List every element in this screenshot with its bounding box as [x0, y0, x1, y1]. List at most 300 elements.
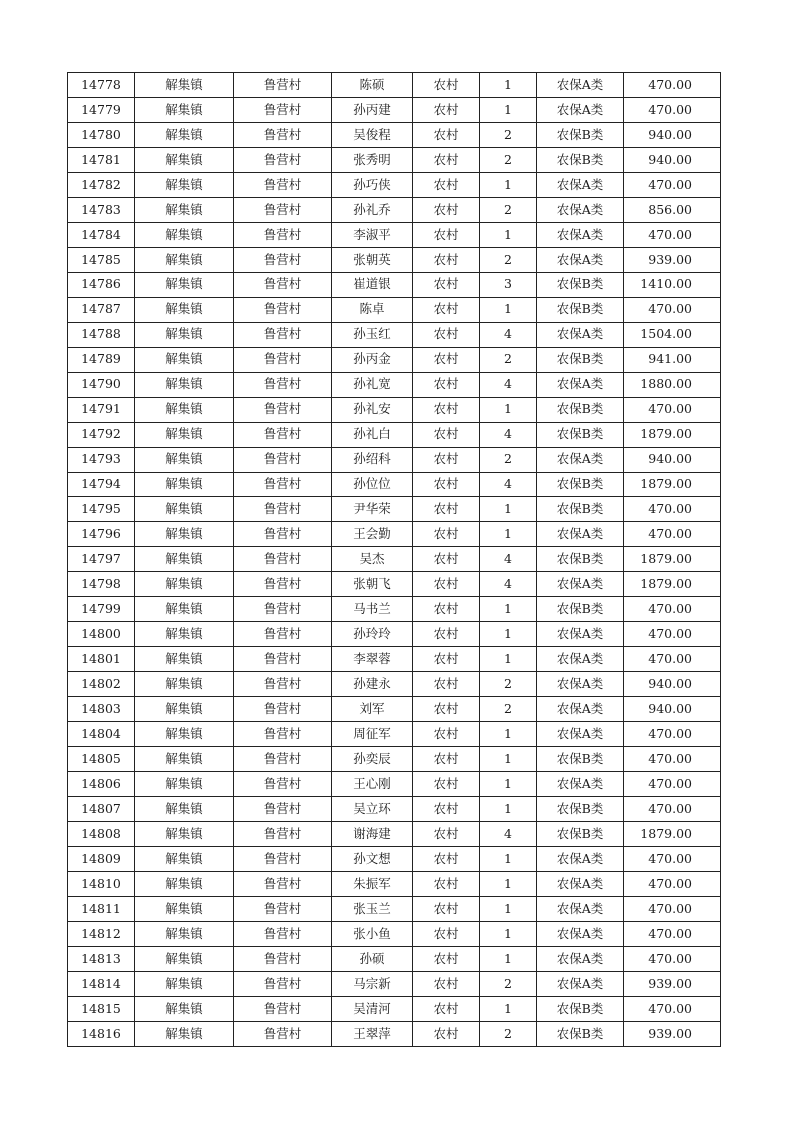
household-count-cell: 4	[480, 822, 537, 847]
town-cell: 解集镇	[135, 422, 234, 447]
village-cell: 鲁营村	[234, 697, 332, 722]
amount-cell: 470.00	[624, 921, 721, 946]
village-cell: 鲁营村	[234, 946, 332, 971]
town-cell: 解集镇	[135, 247, 234, 272]
serial-number-cell: 14794	[68, 472, 135, 497]
name-cell: 孙礼安	[332, 397, 413, 422]
household-count-cell: 1	[480, 921, 537, 946]
insurance-category-cell: 农保A类	[537, 772, 624, 797]
serial-number-cell: 14814	[68, 971, 135, 996]
village-cell: 鲁营村	[234, 472, 332, 497]
area-type-cell: 农村	[413, 797, 480, 822]
serial-number-cell: 14800	[68, 622, 135, 647]
insurance-category-cell: 农保A类	[537, 722, 624, 747]
village-cell: 鲁营村	[234, 197, 332, 222]
area-type-cell: 农村	[413, 272, 480, 297]
area-type-cell: 农村	[413, 372, 480, 397]
area-type-cell: 农村	[413, 322, 480, 347]
table-row	[68, 297, 721, 322]
amount-cell: 470.00	[624, 622, 721, 647]
village-cell: 鲁营村	[234, 872, 332, 897]
insurance-category-cell: 农保A类	[537, 921, 624, 946]
amount-cell: 470.00	[624, 772, 721, 797]
name-cell: 张朝飞	[332, 572, 413, 597]
household-count-cell: 4	[480, 372, 537, 397]
amount-cell: 940.00	[624, 147, 721, 172]
village-cell: 鲁营村	[234, 73, 332, 98]
household-count-cell: 1	[480, 622, 537, 647]
serial-number-cell: 14803	[68, 697, 135, 722]
table-row	[68, 397, 721, 422]
town-cell: 解集镇	[135, 222, 234, 247]
town-cell: 解集镇	[135, 372, 234, 397]
village-cell: 鲁营村	[234, 247, 332, 272]
area-type-cell: 农村	[413, 697, 480, 722]
table-row	[68, 497, 721, 522]
table-row	[68, 722, 721, 747]
serial-number-cell: 14790	[68, 372, 135, 397]
household-count-cell: 2	[480, 697, 537, 722]
insurance-category-cell: 农保B类	[537, 597, 624, 622]
serial-number-cell: 14801	[68, 647, 135, 672]
amount-cell: 470.00	[624, 896, 721, 921]
town-cell: 解集镇	[135, 996, 234, 1021]
table-row	[68, 347, 721, 372]
serial-number-cell: 14805	[68, 747, 135, 772]
table-row	[68, 547, 721, 572]
insurance-category-cell: 农保B类	[537, 497, 624, 522]
household-count-cell: 2	[480, 1021, 537, 1046]
insurance-category-cell: 农保B类	[537, 397, 624, 422]
name-cell: 孙丙建	[332, 97, 413, 122]
area-type-cell: 农村	[413, 672, 480, 697]
name-cell: 谢海建	[332, 822, 413, 847]
name-cell: 张小鱼	[332, 921, 413, 946]
name-cell: 马宗新	[332, 971, 413, 996]
insurance-category-cell: 农保B类	[537, 472, 624, 497]
amount-cell: 941.00	[624, 347, 721, 372]
town-cell: 解集镇	[135, 147, 234, 172]
amount-cell: 939.00	[624, 1021, 721, 1046]
amount-cell: 1879.00	[624, 472, 721, 497]
name-cell: 张秀明	[332, 147, 413, 172]
village-cell: 鲁营村	[234, 147, 332, 172]
name-cell: 王心刚	[332, 772, 413, 797]
town-cell: 解集镇	[135, 172, 234, 197]
town-cell: 解集镇	[135, 347, 234, 372]
insurance-category-cell: 农保A类	[537, 896, 624, 921]
household-count-cell: 2	[480, 347, 537, 372]
serial-number-cell: 14788	[68, 322, 135, 347]
name-cell: 李翠蓉	[332, 647, 413, 672]
amount-cell: 470.00	[624, 872, 721, 897]
insurance-category-cell: 农保B类	[537, 1021, 624, 1046]
area-type-cell: 农村	[413, 147, 480, 172]
area-type-cell: 农村	[413, 996, 480, 1021]
village-cell: 鲁营村	[234, 672, 332, 697]
area-type-cell: 农村	[413, 822, 480, 847]
insurance-category-cell: 农保B类	[537, 797, 624, 822]
serial-number-cell: 14798	[68, 572, 135, 597]
amount-cell: 940.00	[624, 697, 721, 722]
name-cell: 李淑平	[332, 222, 413, 247]
village-cell: 鲁营村	[234, 372, 332, 397]
serial-number-cell: 14787	[68, 297, 135, 322]
amount-cell: 470.00	[624, 73, 721, 98]
serial-number-cell: 14792	[68, 422, 135, 447]
village-cell: 鲁营村	[234, 622, 332, 647]
household-count-cell: 1	[480, 772, 537, 797]
village-cell: 鲁营村	[234, 347, 332, 372]
insurance-category-cell: 农保A类	[537, 222, 624, 247]
amount-cell: 470.00	[624, 497, 721, 522]
serial-number-cell: 14809	[68, 847, 135, 872]
serial-number-cell: 14811	[68, 896, 135, 921]
serial-number-cell: 14784	[68, 222, 135, 247]
amount-cell: 470.00	[624, 847, 721, 872]
serial-number-cell: 14795	[68, 497, 135, 522]
household-count-cell: 2	[480, 447, 537, 472]
town-cell: 解集镇	[135, 497, 234, 522]
household-count-cell: 3	[480, 272, 537, 297]
town-cell: 解集镇	[135, 872, 234, 897]
area-type-cell: 农村	[413, 946, 480, 971]
amount-cell: 470.00	[624, 222, 721, 247]
village-cell: 鲁营村	[234, 572, 332, 597]
insurance-category-cell: 农保B类	[537, 122, 624, 147]
household-count-cell: 2	[480, 197, 537, 222]
table-row	[68, 197, 721, 222]
name-cell: 孙礼白	[332, 422, 413, 447]
amount-cell: 470.00	[624, 597, 721, 622]
town-cell: 解集镇	[135, 747, 234, 772]
household-count-cell: 4	[480, 547, 537, 572]
village-cell: 鲁营村	[234, 222, 332, 247]
amount-cell: 1879.00	[624, 547, 721, 572]
area-type-cell: 农村	[413, 447, 480, 472]
table-row	[68, 797, 721, 822]
town-cell: 解集镇	[135, 797, 234, 822]
village-cell: 鲁营村	[234, 1021, 332, 1046]
town-cell: 解集镇	[135, 297, 234, 322]
table-row	[68, 622, 721, 647]
household-count-cell: 1	[480, 497, 537, 522]
insurance-category-cell: 农保B类	[537, 347, 624, 372]
name-cell: 刘军	[332, 697, 413, 722]
table-row	[68, 472, 721, 497]
name-cell: 孙玉红	[332, 322, 413, 347]
serial-number-cell: 14796	[68, 522, 135, 547]
village-cell: 鲁营村	[234, 422, 332, 447]
area-type-cell: 农村	[413, 1021, 480, 1046]
name-cell: 孙玲玲	[332, 622, 413, 647]
serial-number-cell: 14806	[68, 772, 135, 797]
household-count-cell: 1	[480, 222, 537, 247]
serial-number-cell: 14779	[68, 97, 135, 122]
area-type-cell: 农村	[413, 847, 480, 872]
insurance-category-cell: 农保A类	[537, 847, 624, 872]
amount-cell: 856.00	[624, 197, 721, 222]
village-cell: 鲁营村	[234, 297, 332, 322]
table-row	[68, 672, 721, 697]
serial-number-cell: 14781	[68, 147, 135, 172]
village-cell: 鲁营村	[234, 747, 332, 772]
serial-number-cell: 14789	[68, 347, 135, 372]
town-cell: 解集镇	[135, 697, 234, 722]
amount-cell: 940.00	[624, 672, 721, 697]
town-cell: 解集镇	[135, 946, 234, 971]
household-count-cell: 1	[480, 597, 537, 622]
name-cell: 孙位位	[332, 472, 413, 497]
table-row	[68, 847, 721, 872]
insurance-category-cell: 农保B类	[537, 822, 624, 847]
amount-cell: 1879.00	[624, 572, 721, 597]
name-cell: 吴杰	[332, 547, 413, 572]
insurance-category-cell: 农保A类	[537, 322, 624, 347]
household-count-cell: 2	[480, 971, 537, 996]
household-count-cell: 2	[480, 147, 537, 172]
town-cell: 解集镇	[135, 1021, 234, 1046]
household-count-cell: 1	[480, 297, 537, 322]
town-cell: 解集镇	[135, 522, 234, 547]
town-cell: 解集镇	[135, 547, 234, 572]
village-cell: 鲁营村	[234, 97, 332, 122]
amount-cell: 470.00	[624, 747, 721, 772]
amount-cell: 470.00	[624, 722, 721, 747]
insurance-category-cell: 农保A类	[537, 97, 624, 122]
name-cell: 陈卓	[332, 297, 413, 322]
name-cell: 孙建永	[332, 672, 413, 697]
name-cell: 张玉兰	[332, 896, 413, 921]
name-cell: 尹华荣	[332, 497, 413, 522]
name-cell: 崔道银	[332, 272, 413, 297]
town-cell: 解集镇	[135, 197, 234, 222]
serial-number-cell: 14813	[68, 946, 135, 971]
table-row	[68, 172, 721, 197]
area-type-cell: 农村	[413, 397, 480, 422]
table-row	[68, 822, 721, 847]
village-cell: 鲁营村	[234, 847, 332, 872]
amount-cell: 939.00	[624, 971, 721, 996]
name-cell: 吴立环	[332, 797, 413, 822]
serial-number-cell: 14785	[68, 247, 135, 272]
village-cell: 鲁营村	[234, 647, 332, 672]
area-type-cell: 农村	[413, 921, 480, 946]
area-type-cell: 农村	[413, 872, 480, 897]
household-count-cell: 1	[480, 797, 537, 822]
town-cell: 解集镇	[135, 971, 234, 996]
data-table	[67, 72, 721, 1047]
household-count-cell: 4	[480, 472, 537, 497]
area-type-cell: 农村	[413, 297, 480, 322]
table-row	[68, 122, 721, 147]
amount-cell: 470.00	[624, 797, 721, 822]
amount-cell: 470.00	[624, 297, 721, 322]
area-type-cell: 农村	[413, 422, 480, 447]
household-count-cell: 2	[480, 672, 537, 697]
serial-number-cell: 14815	[68, 996, 135, 1021]
serial-number-cell: 14780	[68, 122, 135, 147]
insurance-category-cell: 农保B类	[537, 272, 624, 297]
amount-cell: 1504.00	[624, 322, 721, 347]
area-type-cell: 农村	[413, 597, 480, 622]
area-type-cell: 农村	[413, 197, 480, 222]
insurance-category-cell: 农保A类	[537, 647, 624, 672]
amount-cell: 1410.00	[624, 272, 721, 297]
amount-cell: 470.00	[624, 522, 721, 547]
household-count-cell: 1	[480, 522, 537, 547]
area-type-cell: 农村	[413, 347, 480, 372]
insurance-category-cell: 农保A类	[537, 172, 624, 197]
table-row	[68, 946, 721, 971]
town-cell: 解集镇	[135, 322, 234, 347]
household-count-cell: 1	[480, 722, 537, 747]
name-cell: 朱振军	[332, 872, 413, 897]
amount-cell: 939.00	[624, 247, 721, 272]
household-count-cell: 1	[480, 647, 537, 672]
serial-number-cell: 14791	[68, 397, 135, 422]
amount-cell: 1879.00	[624, 822, 721, 847]
insurance-category-cell: 农保A类	[537, 697, 624, 722]
household-count-cell: 4	[480, 322, 537, 347]
name-cell: 孙硕	[332, 946, 413, 971]
name-cell: 孙丙金	[332, 347, 413, 372]
insurance-category-cell: 农保B类	[537, 747, 624, 772]
town-cell: 解集镇	[135, 272, 234, 297]
table-row	[68, 896, 721, 921]
village-cell: 鲁营村	[234, 921, 332, 946]
insurance-category-cell: 农保A类	[537, 622, 624, 647]
village-cell: 鲁营村	[234, 397, 332, 422]
household-count-cell: 2	[480, 247, 537, 272]
insurance-category-cell: 农保A类	[537, 447, 624, 472]
table-row	[68, 572, 721, 597]
area-type-cell: 农村	[413, 172, 480, 197]
village-cell: 鲁营村	[234, 447, 332, 472]
town-cell: 解集镇	[135, 447, 234, 472]
area-type-cell: 农村	[413, 122, 480, 147]
name-cell: 孙礼乔	[332, 197, 413, 222]
town-cell: 解集镇	[135, 73, 234, 98]
name-cell: 孙绍科	[332, 447, 413, 472]
amount-cell: 1879.00	[624, 422, 721, 447]
town-cell: 解集镇	[135, 822, 234, 847]
serial-number-cell: 14793	[68, 447, 135, 472]
table-row	[68, 872, 721, 897]
town-cell: 解集镇	[135, 397, 234, 422]
household-count-cell: 1	[480, 847, 537, 872]
area-type-cell: 农村	[413, 722, 480, 747]
amount-cell: 470.00	[624, 647, 721, 672]
area-type-cell: 农村	[413, 247, 480, 272]
town-cell: 解集镇	[135, 847, 234, 872]
table-row	[68, 247, 721, 272]
household-count-cell: 1	[480, 946, 537, 971]
table-row	[68, 597, 721, 622]
insurance-category-cell: 农保A类	[537, 372, 624, 397]
area-type-cell: 农村	[413, 547, 480, 572]
household-count-cell: 1	[480, 97, 537, 122]
table-row	[68, 772, 721, 797]
insurance-category-cell: 农保B类	[537, 147, 624, 172]
insurance-category-cell: 农保A类	[537, 572, 624, 597]
amount-cell: 470.00	[624, 397, 721, 422]
name-cell: 陈硕	[332, 73, 413, 98]
serial-number-cell: 14786	[68, 272, 135, 297]
village-cell: 鲁营村	[234, 522, 332, 547]
name-cell: 张朝英	[332, 247, 413, 272]
serial-number-cell: 14807	[68, 797, 135, 822]
name-cell: 孙礼宽	[332, 372, 413, 397]
amount-cell: 470.00	[624, 946, 721, 971]
table-row	[68, 372, 721, 397]
area-type-cell: 农村	[413, 472, 480, 497]
table-row	[68, 921, 721, 946]
insurance-category-cell: 农保B类	[537, 996, 624, 1021]
serial-number-cell: 14804	[68, 722, 135, 747]
village-cell: 鲁营村	[234, 597, 332, 622]
area-type-cell: 农村	[413, 896, 480, 921]
table-row	[68, 996, 721, 1021]
name-cell: 孙巧侠	[332, 172, 413, 197]
village-cell: 鲁营村	[234, 497, 332, 522]
household-count-cell: 2	[480, 122, 537, 147]
village-cell: 鲁营村	[234, 547, 332, 572]
serial-number-cell: 14782	[68, 172, 135, 197]
name-cell: 吴清河	[332, 996, 413, 1021]
household-count-cell: 1	[480, 896, 537, 921]
town-cell: 解集镇	[135, 896, 234, 921]
area-type-cell: 农村	[413, 222, 480, 247]
serial-number-cell: 14799	[68, 597, 135, 622]
town-cell: 解集镇	[135, 572, 234, 597]
serial-number-cell: 14816	[68, 1021, 135, 1046]
insurance-category-cell: 农保A类	[537, 522, 624, 547]
insurance-category-cell: 农保A类	[537, 197, 624, 222]
village-cell: 鲁营村	[234, 822, 332, 847]
household-count-cell: 1	[480, 397, 537, 422]
village-cell: 鲁营村	[234, 722, 332, 747]
serial-number-cell: 14783	[68, 197, 135, 222]
name-cell: 王翠萍	[332, 1021, 413, 1046]
household-count-cell: 1	[480, 73, 537, 98]
serial-number-cell: 14802	[68, 672, 135, 697]
household-count-cell: 4	[480, 422, 537, 447]
household-count-cell: 4	[480, 572, 537, 597]
insurance-category-cell: 农保A类	[537, 872, 624, 897]
amount-cell: 1880.00	[624, 372, 721, 397]
table-body	[68, 73, 721, 1047]
area-type-cell: 农村	[413, 772, 480, 797]
name-cell: 吴俊程	[332, 122, 413, 147]
serial-number-cell: 14778	[68, 73, 135, 98]
serial-number-cell: 14810	[68, 872, 135, 897]
table-row	[68, 447, 721, 472]
table-row	[68, 322, 721, 347]
table-row	[68, 971, 721, 996]
amount-cell: 940.00	[624, 122, 721, 147]
amount-cell: 470.00	[624, 172, 721, 197]
village-cell: 鲁营村	[234, 172, 332, 197]
name-cell: 马书兰	[332, 597, 413, 622]
name-cell: 孙奕辰	[332, 747, 413, 772]
area-type-cell: 农村	[413, 522, 480, 547]
town-cell: 解集镇	[135, 672, 234, 697]
table-row	[68, 647, 721, 672]
area-type-cell: 农村	[413, 73, 480, 98]
town-cell: 解集镇	[135, 647, 234, 672]
household-count-cell: 1	[480, 747, 537, 772]
